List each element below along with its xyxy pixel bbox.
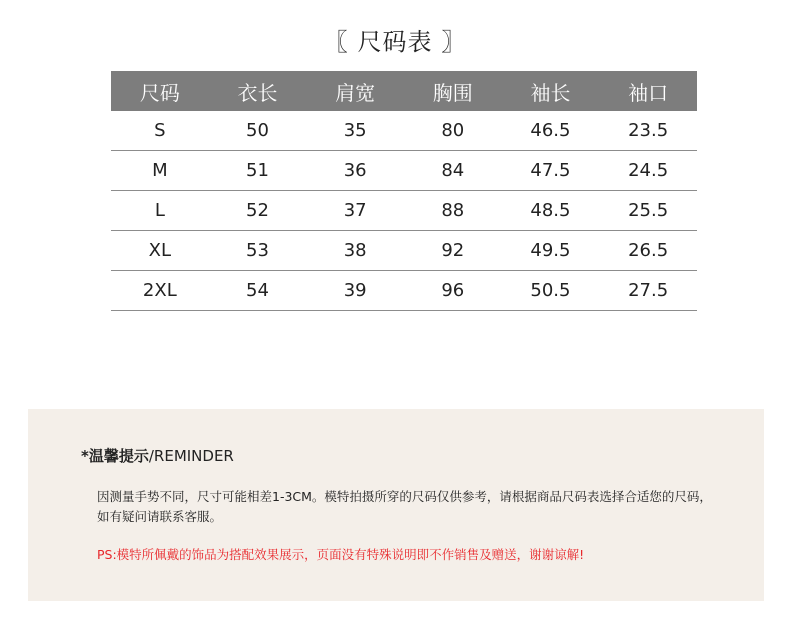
table-cell: 25.5 xyxy=(599,191,697,231)
table-cell: 53 xyxy=(209,231,307,271)
table-cell: M xyxy=(111,151,209,191)
reminder-panel xyxy=(28,409,764,601)
table-cell: 52 xyxy=(209,191,307,231)
table-cell: 50.5 xyxy=(502,271,600,311)
header-cell: 胸围 xyxy=(404,71,502,111)
table-cell: 36 xyxy=(306,151,404,191)
table-cell: 80 xyxy=(404,111,502,151)
table-cell: 2XL xyxy=(111,271,209,311)
table-cell: 24.5 xyxy=(599,151,697,191)
reminder-title-en: /REMINDER xyxy=(148,447,234,465)
header-cell: 袖口 xyxy=(599,71,697,111)
table-cell: 27.5 xyxy=(599,271,697,311)
size-chart-table xyxy=(111,71,697,311)
table-cell: 92 xyxy=(404,231,502,271)
table-cell: 47.5 xyxy=(502,151,600,191)
reminder-ps-note: PS:模特所佩戴的饰品为搭配效果展示，页面没有特殊说明即不作销售及赠送，谢谢谅解! xyxy=(97,547,585,562)
reminder-title-cn: *温馨提示 xyxy=(81,447,149,465)
table-cell: 49.5 xyxy=(502,231,600,271)
table-cell: 51 xyxy=(209,151,307,191)
table-cell: 96 xyxy=(404,271,502,311)
table-cell: 39 xyxy=(306,271,404,311)
table-cell: 54 xyxy=(209,271,307,311)
table-cell: 26.5 xyxy=(599,231,697,271)
table-row xyxy=(111,151,697,191)
table-cell: 50 xyxy=(209,111,307,151)
reminder-title xyxy=(81,445,234,466)
header-cell: 尺码 xyxy=(111,71,209,111)
header-cell: 衣长 xyxy=(209,71,307,111)
table-row xyxy=(111,111,697,151)
header-cell: 袖长 xyxy=(502,71,600,111)
table-cell: 37 xyxy=(306,191,404,231)
table-cell: L xyxy=(111,191,209,231)
reminder-text: 因测量手势不同，尺寸可能相差1-3CM。模特拍摄所穿的尺码仅供参考，请根据商品尺码表选择合适您的尺码，如有疑问请联系客服。 xyxy=(97,489,712,524)
table-header-row xyxy=(111,71,697,111)
header-cell: 肩宽 xyxy=(306,71,404,111)
table-cell: 35 xyxy=(306,111,404,151)
table-cell: S xyxy=(111,111,209,151)
table-cell: 23.5 xyxy=(599,111,697,151)
table-cell: 38 xyxy=(306,231,404,271)
table-cell: 88 xyxy=(404,191,502,231)
table-row xyxy=(111,271,697,311)
page-title: 〖 尺码表 〗 xyxy=(323,28,467,56)
table-cell: 48.5 xyxy=(502,191,600,231)
table-cell: 84 xyxy=(404,151,502,191)
table-row xyxy=(111,191,697,231)
table-row xyxy=(111,231,697,271)
table-cell: XL xyxy=(111,231,209,271)
table-cell: 46.5 xyxy=(502,111,600,151)
